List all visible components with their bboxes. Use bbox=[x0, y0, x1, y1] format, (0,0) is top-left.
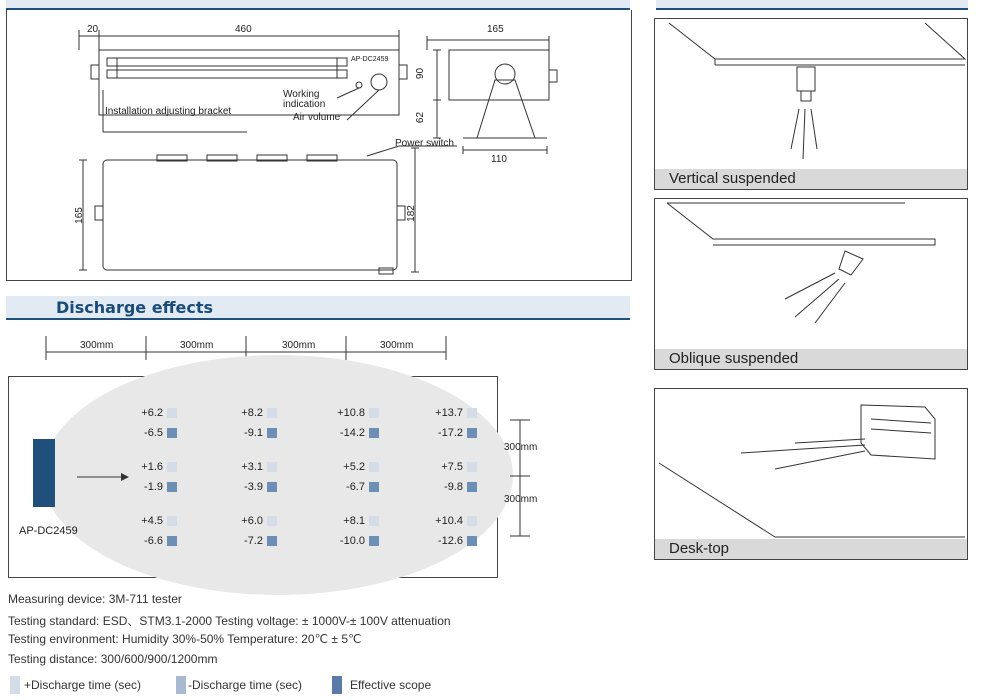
neg-square bbox=[167, 428, 177, 438]
dim-90: 90 bbox=[415, 67, 427, 80]
pos-square bbox=[267, 462, 277, 472]
right-dim-2: 300mm bbox=[504, 494, 538, 505]
discharge-cell bbox=[421, 457, 477, 497]
neg-square bbox=[267, 482, 277, 492]
pos-square bbox=[167, 408, 177, 418]
neg-value: -6.5 bbox=[144, 427, 163, 439]
pos-value-line bbox=[421, 511, 477, 531]
discharge-cell bbox=[221, 457, 277, 497]
top-dim-3: 300mm bbox=[282, 340, 316, 351]
neg-value: -7.2 bbox=[244, 535, 263, 547]
pos-value-line bbox=[221, 457, 277, 477]
neg-square bbox=[369, 536, 379, 546]
neg-value-line bbox=[323, 423, 379, 443]
mount-vertical-panel bbox=[654, 18, 968, 190]
neg-value-line bbox=[221, 423, 277, 443]
neg-value-line bbox=[421, 531, 477, 551]
pos-value-line bbox=[421, 457, 477, 477]
legend-pos bbox=[10, 676, 141, 694]
neg-value: -9.1 bbox=[244, 427, 263, 439]
pos-value: +8.1 bbox=[343, 515, 365, 527]
pos-value: +4.5 bbox=[141, 515, 163, 527]
pos-value-line bbox=[421, 403, 477, 423]
dim-165-side: 165 bbox=[73, 207, 85, 224]
measuring-device: Measuring device: 3M-711 tester bbox=[8, 592, 182, 606]
discharge-cell bbox=[323, 511, 379, 551]
pos-square bbox=[167, 516, 177, 526]
mount-oblique-panel bbox=[654, 198, 968, 370]
legend-neg-swatch bbox=[176, 676, 186, 694]
pos-value: +3.1 bbox=[241, 461, 263, 473]
oblique-illustration bbox=[655, 199, 967, 349]
discharge-cell bbox=[121, 403, 177, 443]
vertical-illustration bbox=[655, 19, 967, 169]
discharge-cell bbox=[221, 511, 277, 551]
pos-value: +5.2 bbox=[343, 461, 365, 473]
neg-value: -1.9 bbox=[144, 481, 163, 493]
pos-value: +6.2 bbox=[141, 407, 163, 419]
neg-square bbox=[467, 536, 477, 546]
neg-value: -6.7 bbox=[346, 481, 365, 493]
pos-square bbox=[267, 408, 277, 418]
pos-value-line bbox=[323, 403, 379, 423]
pos-square bbox=[369, 462, 379, 472]
neg-value-line bbox=[221, 531, 277, 551]
testing-distance: Testing distance: 300/600/900/1200mm bbox=[8, 652, 218, 666]
dim-460: 460 bbox=[235, 24, 252, 35]
discharge-title: Discharge effects bbox=[56, 298, 214, 317]
pos-value-line bbox=[121, 457, 177, 477]
neg-value-line bbox=[221, 477, 277, 497]
working-indication-label: Working indication bbox=[283, 89, 326, 110]
testing-environment: Testing environment: Humidity 30%-50% Temperature: 20℃ ± 5℃ bbox=[8, 632, 362, 646]
neg-square bbox=[267, 428, 277, 438]
discharge-chart-panel bbox=[8, 376, 498, 578]
neg-value-line bbox=[421, 423, 477, 443]
neg-square bbox=[167, 482, 177, 492]
mount-desktop-panel bbox=[654, 388, 968, 560]
pos-value: +8.2 bbox=[241, 407, 263, 419]
neg-value: -6.6 bbox=[144, 535, 163, 547]
right-dim-1: 300mm bbox=[504, 442, 538, 453]
pos-value-line bbox=[323, 511, 379, 531]
air-volume-label: Air volume bbox=[293, 112, 341, 123]
pos-value: +6.0 bbox=[241, 515, 263, 527]
pos-value-line bbox=[121, 511, 177, 531]
neg-value-line bbox=[323, 531, 379, 551]
model-plate-label: AP-DC2459 bbox=[351, 56, 389, 63]
bracket-label: Installation adjusting bracket bbox=[105, 106, 232, 117]
legend-pos-label: +Discharge time (sec) bbox=[24, 678, 142, 692]
testing-standard: Testing standard: ESD、STM3.1-2000 Testing voltage: ± 1000V-± 100V attenuation bbox=[8, 614, 451, 628]
legend-scope-label: Effective scope bbox=[350, 678, 432, 692]
discharge-cell bbox=[121, 511, 177, 551]
legend-scope-swatch bbox=[332, 676, 342, 694]
dimension-drawing bbox=[7, 10, 631, 280]
pos-value-line bbox=[323, 457, 379, 477]
discharge-cell bbox=[221, 403, 277, 443]
pos-value-line bbox=[121, 403, 177, 423]
discharge-cell bbox=[421, 511, 477, 551]
pos-square bbox=[467, 516, 477, 526]
pos-square bbox=[267, 516, 277, 526]
pos-square bbox=[369, 516, 379, 526]
pos-value: +10.4 bbox=[435, 515, 463, 527]
neg-value: -9.8 bbox=[444, 481, 463, 493]
mounting-header-bar bbox=[656, 0, 968, 10]
dim-110: 110 bbox=[491, 154, 507, 165]
drawing-header-bar bbox=[6, 0, 630, 10]
neg-value-line bbox=[121, 423, 177, 443]
neg-value-line bbox=[121, 477, 177, 497]
dim-20: 20 bbox=[87, 24, 99, 35]
discharge-cell bbox=[323, 403, 379, 443]
legend-neg-label: -Discharge time (sec) bbox=[188, 678, 303, 692]
pos-value-line bbox=[221, 511, 277, 531]
desktop-illustration bbox=[655, 389, 967, 539]
neg-value-line bbox=[421, 477, 477, 497]
discharge-cell bbox=[421, 403, 477, 443]
dimension-drawing-panel bbox=[6, 10, 632, 281]
legend-neg bbox=[176, 676, 302, 694]
top-dim-4: 300mm bbox=[380, 340, 414, 351]
pos-value-line bbox=[221, 403, 277, 423]
neg-square bbox=[167, 536, 177, 546]
legend-pos-swatch bbox=[10, 676, 20, 694]
legend-scope bbox=[332, 676, 431, 694]
neg-value: -12.6 bbox=[437, 535, 463, 547]
caption-desktop: Desk-top bbox=[655, 539, 967, 559]
device-block bbox=[33, 439, 55, 507]
power-switch-label: Power switch bbox=[395, 138, 454, 149]
neg-value-line bbox=[323, 477, 379, 497]
right-dimension-lines bbox=[500, 418, 540, 548]
dim-182: 182 bbox=[405, 205, 417, 222]
caption-oblique: Oblique suspended bbox=[655, 349, 967, 369]
device-label: AP-DC2459 bbox=[19, 525, 78, 537]
pos-value: +7.5 bbox=[441, 461, 463, 473]
caption-vertical: Vertical suspended bbox=[655, 169, 967, 189]
neg-square bbox=[467, 428, 477, 438]
pos-value: +1.6 bbox=[141, 461, 163, 473]
pos-square bbox=[167, 462, 177, 472]
neg-value-line bbox=[121, 531, 177, 551]
neg-value: -10.0 bbox=[339, 535, 365, 547]
pos-value: +13.7 bbox=[435, 407, 463, 419]
neg-value: -17.2 bbox=[437, 427, 463, 439]
pos-square bbox=[467, 462, 477, 472]
neg-square bbox=[369, 482, 379, 492]
dim-165-top: 165 bbox=[487, 24, 504, 35]
discharge-cell bbox=[121, 457, 177, 497]
dim-62: 62 bbox=[415, 111, 427, 124]
neg-square bbox=[267, 536, 277, 546]
pos-square bbox=[369, 408, 379, 418]
pos-value: +10.8 bbox=[337, 407, 365, 419]
neg-value: -14.2 bbox=[339, 427, 365, 439]
neg-square bbox=[467, 482, 477, 492]
discharge-cell bbox=[323, 457, 379, 497]
neg-value: -3.9 bbox=[244, 481, 263, 493]
top-dim-1: 300mm bbox=[80, 340, 114, 351]
top-dim-2: 300mm bbox=[180, 340, 214, 351]
neg-square bbox=[369, 428, 379, 438]
pos-square bbox=[467, 408, 477, 418]
